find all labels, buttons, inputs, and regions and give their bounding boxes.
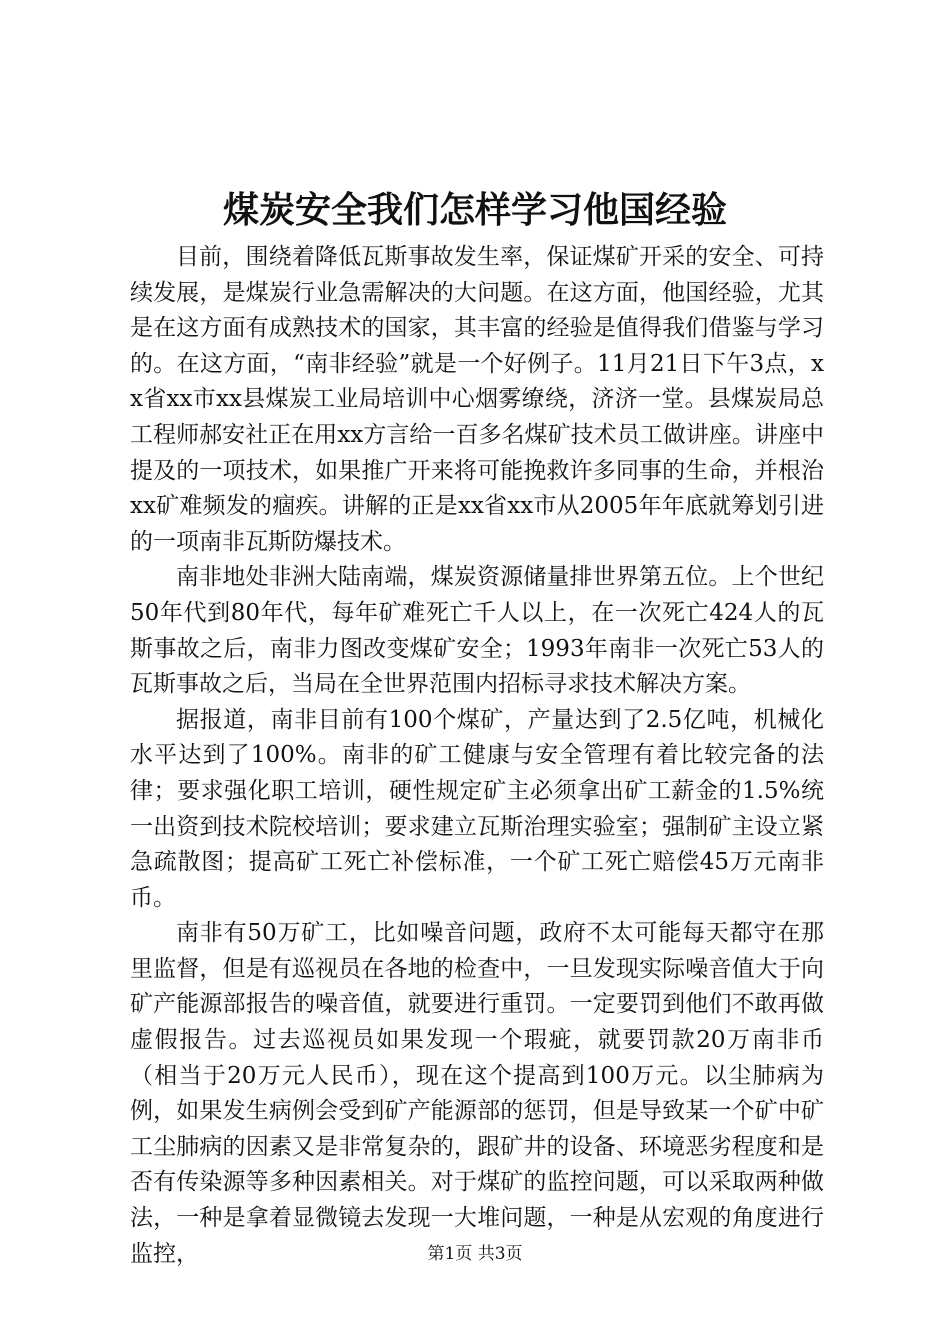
page-footer: 第1页 共3页 xyxy=(427,1244,523,1264)
document-body xyxy=(130,240,824,1272)
paragraph: 南非地处非洲大陆南端，煤炭资源储量排世界第五位。上个世纪50年代到80年代，每年矿难死亡千人以上，在一次死亡424人的瓦斯事故之后，南非力图改变煤矿安全；1993年南非一次死亡53人的瓦斯事故之后，当局在全世界范围内招标寻求技术解决方案。 xyxy=(130,564,824,698)
page-title: 煤炭安全我们怎样学习他国经验 xyxy=(222,189,727,231)
paragraph: 目前，围绕着降低瓦斯事故发生率，保证煤矿开采的安全、可持续发展，是煤炭行业急需解决的大问题。在这方面，他国经验，尤其是在这方面有成熟技术的国家，其丰富的经验是值得我们借鉴与学习的。在这方面，“南非经验”就是一个好例子。11月21日下午3点，xx省xx市xx县煤炭工业局培训中心烟雾缭绕，济济一堂。县煤炭局总工程师郝安社正在用xx方言给一百多名煤矿技术员工做讲座。讲座中提及的一项技术，如果推广开来将可能挽救许多同事的生命，并根治xx矿难频发的痼疾。讲解的正是xx省xx市从2005年年底就筹划引进的一项南非瓦斯防爆技术。 xyxy=(130,244,824,555)
paragraph: 南非有50万矿工，比如噪音问题，政府不太可能每天都守在那里监督，但是有巡视员在各地的检查中，一旦发现实际噪音值大于向矿产能源部报告的噪音值，就要进行重罚。一定要罚到他们不敢再做虚假报告。过去巡视员如果发现一个瑕疵，就要罚款20万南非币（相当于20万元人民币），现在这个提高到100万元。以尘肺病为例，如果发生病例会受到矿产能源部的惩罚，但是导致某一个矿中矿工尘肺病的因素又是非常复杂的，跟矿井的设备、环境恶劣程度和是否有传染源等多种因素相关。对于煤矿的监控问题，可以采取两种做法，一种是拿着显微镜去发现一大堆问题，一种是从宏观的角度进行监控， xyxy=(130,920,824,1267)
paragraph: 据报道，南非目前有100个煤矿，产量达到了2.5亿吨，机械化水平达到了100%。南非的矿工健康与安全管理有着比较完备的法律；要求强化职工培训，硬性规定矿主必须拿出矿工薪金的1.5%统一出资到技术院校培训；要求建立瓦斯治理实验室；强制矿主设立紧急疏散图；提高矿工死亡补偿标准，一个矿工死亡赔偿45万元南非币。 xyxy=(130,706,824,911)
